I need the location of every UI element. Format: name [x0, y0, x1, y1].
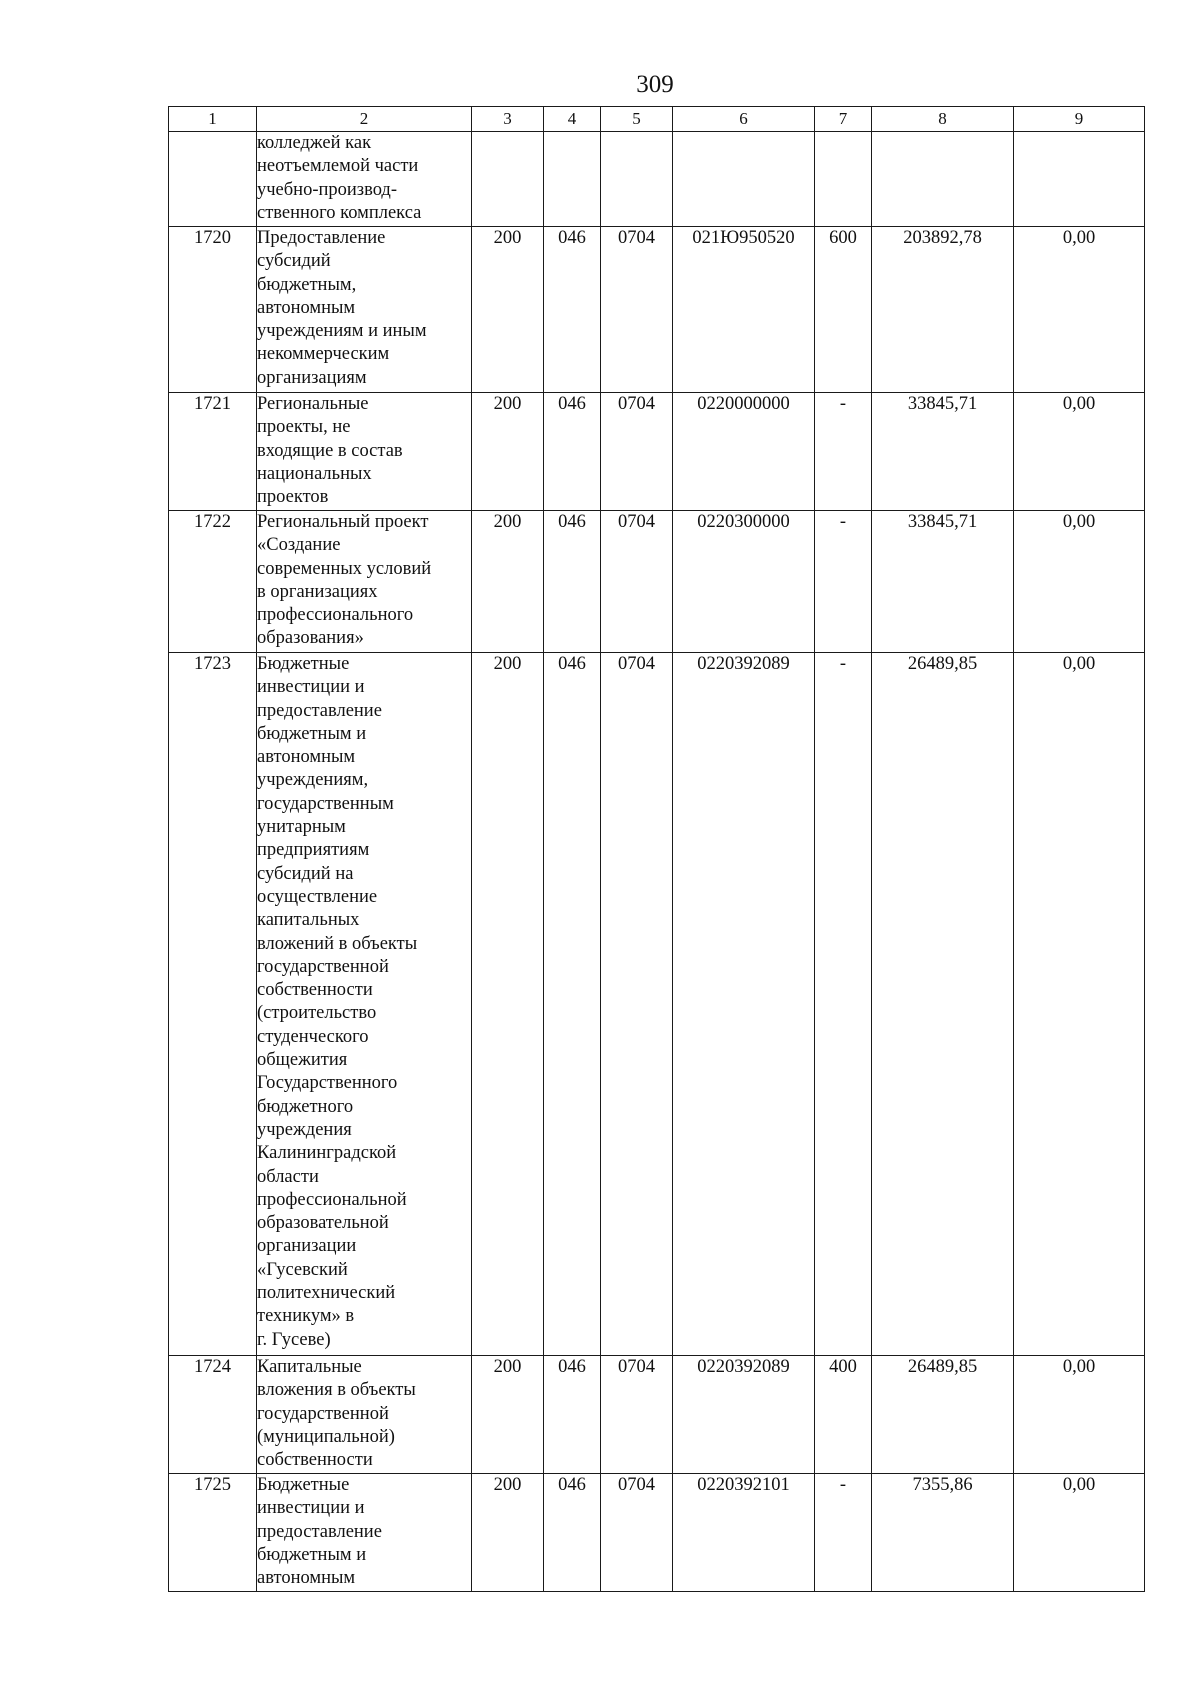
row-col5: 0704 — [601, 1474, 673, 1592]
row-name: колледжей как неотъемлемой части учебно-производ- ственного комплекса — [257, 132, 472, 227]
row-col7: - — [815, 653, 872, 1356]
row-col9 — [1014, 132, 1145, 227]
row-col5: 0704 — [601, 1356, 673, 1474]
table-row — [169, 1356, 1145, 1474]
row-name: Региональный проект «Создание современных условий в организациях профессионального образования» — [257, 511, 472, 653]
row-col6 — [673, 132, 815, 227]
header-row — [169, 107, 1145, 132]
row-col6: 021Ю950520 — [673, 227, 815, 393]
row-col6: 0220392101 — [673, 1474, 815, 1592]
row-col5: 0704 — [601, 653, 673, 1356]
row-col6: 0220300000 — [673, 511, 815, 653]
row-col8: 7355,86 — [872, 1474, 1014, 1592]
row-col4: 046 — [544, 511, 601, 653]
row-col3: 200 — [472, 511, 544, 653]
row-col8 — [872, 132, 1014, 227]
row-col9: 0,00 — [1014, 393, 1145, 511]
row-col3: 200 — [472, 1474, 544, 1592]
row-col9: 0,00 — [1014, 227, 1145, 393]
row-number: 1720 — [169, 227, 257, 393]
row-col6: 0220392089 — [673, 653, 815, 1356]
header-cell-5: 5 — [601, 107, 673, 132]
header-cell-2: 2 — [257, 107, 472, 132]
row-col4: 046 — [544, 1356, 601, 1474]
header-cell-1: 1 — [169, 107, 257, 132]
row-col6: 0220392089 — [673, 1356, 815, 1474]
row-col8: 26489,85 — [872, 653, 1014, 1356]
row-col7: - — [815, 393, 872, 511]
header-cell-4: 4 — [544, 107, 601, 132]
row-col9: 0,00 — [1014, 1474, 1145, 1592]
row-col7: - — [815, 511, 872, 653]
row-col4: 046 — [544, 653, 601, 1356]
row-col7: - — [815, 1474, 872, 1592]
row-col6: 0220000000 — [673, 393, 815, 511]
row-col9: 0,00 — [1014, 511, 1145, 653]
table-row — [169, 132, 1145, 227]
table-row — [169, 511, 1145, 653]
row-col3: 200 — [472, 393, 544, 511]
row-name: Предоставление субсидий бюджетным, автономным учреждениям и иным некоммерческим организациям — [257, 227, 472, 393]
row-col5: 0704 — [601, 227, 673, 393]
row-col4: 046 — [544, 1474, 601, 1592]
row-col5 — [601, 132, 673, 227]
header-cell-7: 7 — [815, 107, 872, 132]
row-number: 1724 — [169, 1356, 257, 1474]
budget-table — [168, 106, 1145, 1592]
row-number: 1722 — [169, 511, 257, 653]
row-col3: 200 — [472, 227, 544, 393]
row-col9: 0,00 — [1014, 653, 1145, 1356]
row-col8: 33845,71 — [872, 511, 1014, 653]
row-number — [169, 132, 257, 227]
row-col4: 046 — [544, 393, 601, 511]
row-col5: 0704 — [601, 393, 673, 511]
row-number: 1725 — [169, 1474, 257, 1592]
header-cell-3: 3 — [472, 107, 544, 132]
row-name: Бюджетные инвестиции и предоставление бюджетным и автономным — [257, 1474, 472, 1592]
row-name: Региональные проекты, не входящие в состав национальных проектов — [257, 393, 472, 511]
header-cell-8: 8 — [872, 107, 1014, 132]
row-col4: 046 — [544, 227, 601, 393]
row-col7: 600 — [815, 227, 872, 393]
row-col8: 33845,71 — [872, 393, 1014, 511]
row-col3 — [472, 132, 544, 227]
table-row — [169, 653, 1145, 1356]
row-col3: 200 — [472, 1356, 544, 1474]
row-col4 — [544, 132, 601, 227]
row-col3: 200 — [472, 653, 544, 1356]
row-col8: 26489,85 — [872, 1356, 1014, 1474]
row-number: 1723 — [169, 653, 257, 1356]
table-row — [169, 393, 1145, 511]
row-name: Капитальные вложения в объекты государственной (муниципальной) собственности — [257, 1356, 472, 1474]
header-cell-6: 6 — [673, 107, 815, 132]
row-col7: 400 — [815, 1356, 872, 1474]
row-name: Бюджетные инвестиции и предоставление бюджетным и автономным учреждениям, государственным унитарным предприятиям субсидий на осуществление капитальных вложений в объекты государственной собственности (строительство студенческого общежития Государственного бюджетного учреждения Калининградской области профессиональной образовательной организации «Гусевский политехнический техникум» в г. Гусеве) — [257, 653, 472, 1356]
row-col7 — [815, 132, 872, 227]
row-col9: 0,00 — [1014, 1356, 1145, 1474]
row-number: 1721 — [169, 393, 257, 511]
table-row — [169, 1474, 1145, 1592]
row-col5: 0704 — [601, 511, 673, 653]
header-cell-9: 9 — [1014, 107, 1145, 132]
page-number: 309 — [636, 71, 674, 98]
table-row — [169, 227, 1145, 393]
row-col8: 203892,78 — [872, 227, 1014, 393]
